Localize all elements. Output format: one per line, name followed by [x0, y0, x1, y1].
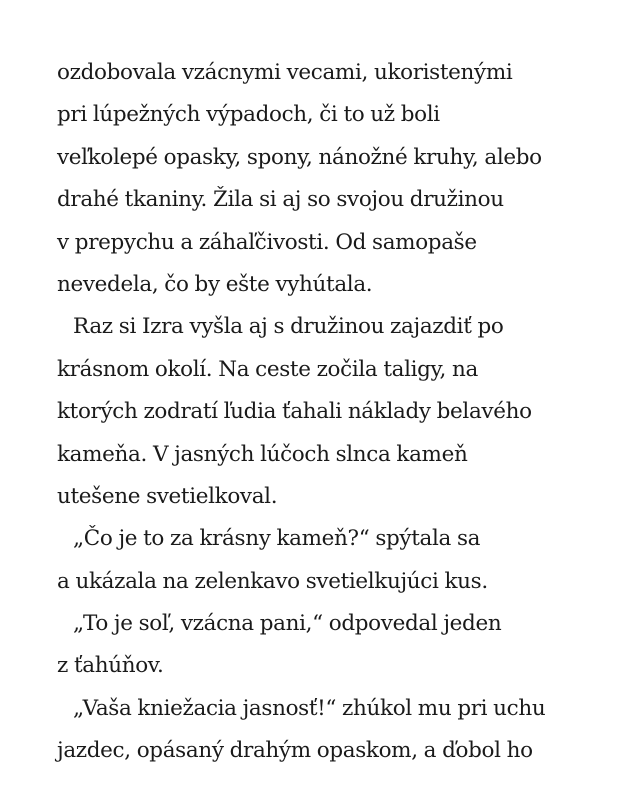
text-line: utešene svetielkoval. [57, 483, 278, 509]
text-line: jazdec, opásaný drahým opaskom, a ďobol ho [57, 738, 533, 764]
body-text [57, 52, 617, 773]
text-line: v prepychu a záhaľčivosti. Od samopaše [57, 229, 477, 255]
text-line-paragraph-start: „To je soľ, vzácna pani,“ odpovedal jeden [73, 611, 502, 637]
text-line-paragraph-start: „Čo je to za krásny kameň?“ spýtala sa [73, 526, 481, 552]
text-line: veľkolepé opasky, spony, nánožné kruhy, alebo [57, 144, 542, 170]
text-line: a ukázala na zelenkavo svetielkujúci kus. [57, 568, 488, 594]
text-line-paragraph-start: Raz si Izra vyšla aj s družinou zajazdiť po [73, 314, 504, 340]
text-line: kameňa. V jasných lúčoch slnca kameň [57, 441, 468, 467]
text-line: krásnom okolí. Na ceste zočila taligy, na [57, 356, 478, 382]
text-line: nevedela, čo by ešte vyhútala. [57, 271, 373, 297]
text-line: ktorých zodratí ľudia ťahali náklady belavého [57, 399, 532, 425]
text-line: ozdobovala vzácnymi vecami, ukoristenými [57, 60, 513, 85]
text-line: pri lúpežných výpadoch, či to už boli [57, 102, 440, 128]
text-line-paragraph-start: „Vaša kniežacia jasnosť!“ zhúkol mu pri uchu [73, 695, 546, 721]
text-line: z ťahúňov. [57, 653, 164, 679]
text-line: drahé tkaniny. Žila si aj so svojou družinou [57, 187, 504, 213]
